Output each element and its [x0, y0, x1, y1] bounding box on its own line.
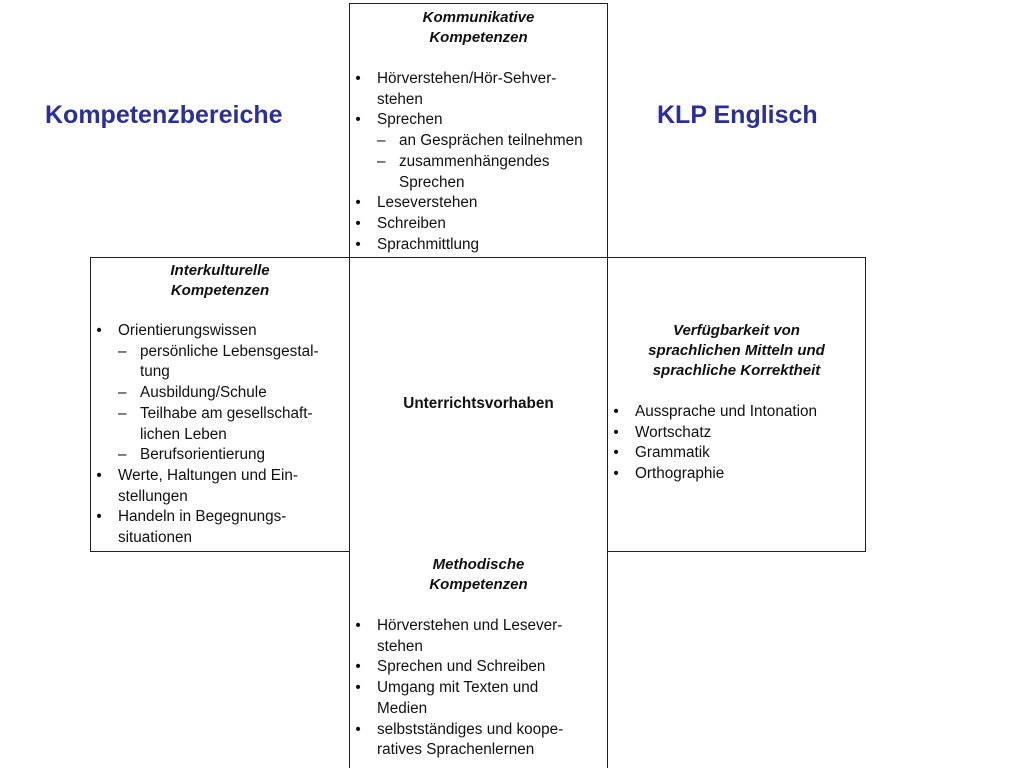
heading-sprachliche-mittel: Verfügbarkeit von sprachlichen Mitteln und sprachliche Korrektheit	[648, 322, 825, 379]
bullet-icon: •	[613, 403, 619, 420]
bullet-icon: •	[355, 658, 361, 676]
list-sprachliche-mittel	[610, 402, 863, 485]
list-methodische	[352, 616, 605, 761]
list-kommunikative	[352, 69, 605, 255]
bullet-icon: •	[355, 617, 361, 634]
bullet-icon: •	[355, 194, 361, 212]
list-item: • Leseverstehen	[352, 193, 605, 214]
dash-icon: –	[118, 384, 127, 402]
bullet-icon: •	[355, 214, 361, 232]
bullet-icon: •	[355, 679, 361, 697]
list-subitem: – zusammenhängendes Sprechen	[377, 152, 550, 191]
bullet-icon: •	[613, 444, 619, 462]
bullet-icon: •	[613, 465, 619, 483]
bullet-icon: •	[355, 720, 361, 738]
bullet-icon: •	[355, 70, 361, 87]
list-subitem: – Ausbildung/Schule	[93, 383, 347, 404]
box-kommunikative-kompetenzen	[349, 3, 608, 258]
bullet-icon: •	[96, 466, 102, 484]
list-subitem: – Teilhabe am gesellschaft- lichen Leben	[118, 404, 313, 443]
list-item: • Aussprache und Intonation	[610, 402, 863, 423]
label-unterrichtsvorhaben: Unterrichtsvorhaben	[403, 395, 554, 412]
list-item: • Umgang mit Texten und Medien	[352, 678, 605, 719]
heading-interkulturelle: Interkulturelle Kompetenzen	[170, 262, 270, 299]
dash-icon: –	[377, 152, 386, 170]
list-item: • Sprechen und Schreiben	[352, 657, 605, 678]
list-item: • Schreiben	[352, 214, 605, 235]
list-item: • Sprachmittlung	[352, 235, 605, 256]
list-item: • Hörverstehen/Hör-Sehver- stehen	[352, 69, 605, 110]
list-item: • Orthographie	[610, 464, 863, 485]
title-kompetenzbereiche: Kompetenzbereiche	[45, 101, 283, 129]
list-item: • Handeln in Begegnungs- situationen	[93, 507, 347, 548]
list-item: • Wortschatz	[610, 423, 863, 444]
list-item: • Grammatik	[610, 443, 863, 464]
box-methodische-kompetenzen	[349, 551, 608, 768]
list-item: • selbstständiges und koope- ratives Sprachenlernen	[352, 720, 605, 761]
list-interkulturelle	[93, 321, 347, 549]
list-item: • Orientierungswissen	[93, 321, 347, 342]
bullet-icon: •	[355, 235, 361, 253]
bullet-icon: •	[355, 111, 361, 129]
box-sprachliche-mittel	[607, 257, 866, 552]
bullet-icon: •	[96, 508, 102, 526]
list-subitem: – Berufsorientierung	[93, 445, 347, 466]
list-item: • Sprechen	[352, 110, 605, 131]
list-subitem: – persönliche Lebensgestal- tung	[118, 342, 319, 381]
box-unterrichtsvorhaben	[349, 257, 608, 552]
heading-kommunikative: Kommunikative Kompetenzen	[422, 9, 535, 46]
bullet-icon: •	[96, 322, 102, 339]
list-subitem: – an Gesprächen teilnehmen	[352, 131, 605, 152]
box-interkulturelle-kompetenzen	[90, 257, 350, 552]
bullet-icon: •	[613, 423, 619, 441]
dash-icon: –	[118, 404, 127, 422]
dash-icon: –	[118, 446, 127, 464]
heading-methodische: Methodische Kompetenzen	[429, 556, 528, 593]
title-klp-englisch: KLP Englisch	[657, 101, 818, 129]
dash-icon: –	[118, 342, 127, 360]
list-item: • Werte, Haltungen und Ein- stellungen	[93, 466, 347, 507]
dash-icon: –	[377, 132, 386, 150]
list-item: • Hörverstehen und Lesever- stehen	[352, 616, 605, 657]
